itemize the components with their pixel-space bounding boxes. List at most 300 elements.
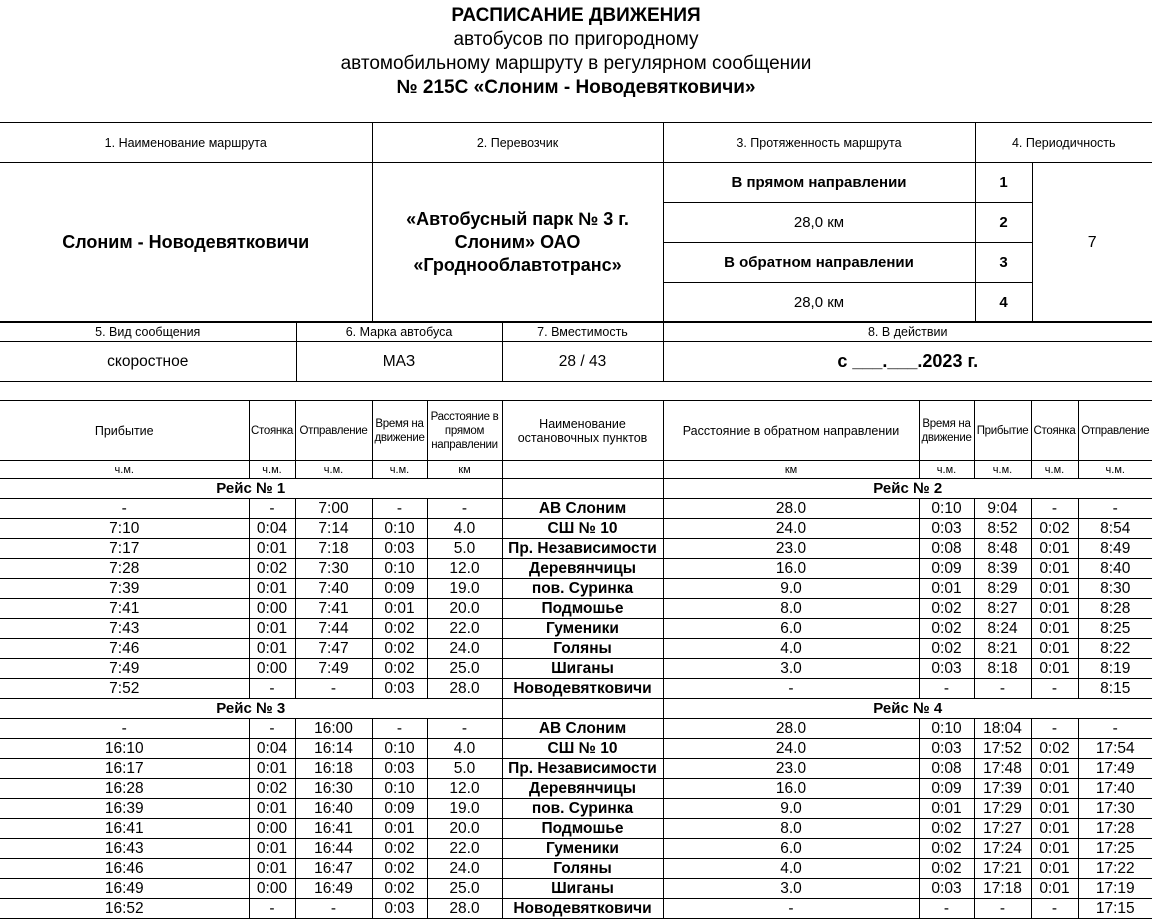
- back-stop-time-cell: -: [1031, 899, 1078, 919]
- back-arrival-cell: 8:48: [974, 539, 1031, 559]
- backward-distance-cell: 6.0: [663, 619, 919, 639]
- back-travel-time-cell: 0:03: [919, 659, 974, 679]
- back-arrival-cell: 8:21: [974, 639, 1031, 659]
- arrival-cell: 7:49: [0, 659, 249, 679]
- back-stop-time-cell: -: [1031, 499, 1078, 519]
- stop-name-cell: пов. Суринка: [502, 579, 663, 599]
- back-arrival-cell: 8:29: [974, 579, 1031, 599]
- back-travel-time-cell: -: [919, 679, 974, 699]
- departure-cell: 16:18: [295, 759, 372, 779]
- stop-name-cell: Подмошье: [502, 819, 663, 839]
- back-stop-time-cell: 0:01: [1031, 779, 1078, 799]
- trip-header-row: [0, 699, 1152, 719]
- route-number-title: № 215С «Слоним - Новодевятковичи»: [396, 77, 756, 98]
- back-arrival-cell: -: [974, 679, 1031, 699]
- backward-distance-cell: 6.0: [663, 839, 919, 859]
- forward-distance-cell: 28.0: [427, 679, 502, 699]
- table-row: [0, 839, 1152, 859]
- forward-distance-cell: 4.0: [427, 519, 502, 539]
- stop-name-cell: АВ Слоним: [502, 719, 663, 739]
- timetable: [0, 400, 1152, 919]
- periodicity-value: 7: [1032, 163, 1152, 323]
- validity-header: 8. В действии: [663, 322, 1152, 342]
- backward-distance-cell: 4.0: [663, 639, 919, 659]
- departure-cell: 16:30: [295, 779, 372, 799]
- backward-distance-cell: 28.0: [663, 719, 919, 739]
- back-departure-cell: -: [1078, 499, 1152, 519]
- back-arrival-cell: 17:24: [974, 839, 1031, 859]
- stop-name-cell: пов. Суринка: [502, 799, 663, 819]
- backward-distance-cell: -: [663, 899, 919, 919]
- back-stop-time-cell: 0:01: [1031, 619, 1078, 639]
- back-arrival-cell: 9:04: [974, 499, 1031, 519]
- route-length-header: 3. Протяженность маршрута: [663, 123, 975, 163]
- backward-distance-cell: 3.0: [663, 879, 919, 899]
- backward-distance-cell: 9.0: [663, 579, 919, 599]
- trip-header-spacer: [502, 699, 663, 719]
- back-travel-time-cell: 0:09: [919, 779, 974, 799]
- arrival-cell: 16:49: [0, 879, 249, 899]
- back-arrival-cell: 17:39: [974, 779, 1031, 799]
- travel-time-cell: 0:02: [372, 879, 427, 899]
- back-travel-time-cell: 0:03: [919, 739, 974, 759]
- document-title: РАСПИСАНИЕ ДВИЖЕНИЯ: [451, 5, 701, 26]
- back-departure-cell: 17:54: [1078, 739, 1152, 759]
- forward-distance-cell: 25.0: [427, 659, 502, 679]
- forward-distance-cell: 20.0: [427, 599, 502, 619]
- trip-header-row: [0, 479, 1152, 499]
- travel-time-cell: 0:01: [372, 599, 427, 619]
- departure-cell: -: [295, 679, 372, 699]
- unit-label: ч.м.: [1031, 461, 1078, 479]
- back-arrival-cell: 18:04: [974, 719, 1031, 739]
- back-stop-time-cell: 0:02: [1031, 739, 1078, 759]
- travel-time-cell: 0:10: [372, 519, 427, 539]
- back-stop-time-cell: -: [1031, 679, 1078, 699]
- back-travel-time-cell: 0:02: [919, 599, 974, 619]
- table-row: [0, 639, 1152, 659]
- back-travel-time-cell: 0:08: [919, 539, 974, 559]
- back-departure-cell: 8:19: [1078, 659, 1152, 679]
- backward-distance-cell: 24.0: [663, 519, 919, 539]
- back-departure-cell: 17:25: [1078, 839, 1152, 859]
- backward-distance-cell: 16.0: [663, 779, 919, 799]
- back-departure-cell: 17:15: [1078, 899, 1152, 919]
- arrival-cell: 7:10: [0, 519, 249, 539]
- stop-name-cell: Деревянчицы: [502, 779, 663, 799]
- route-header-table: [0, 122, 1152, 323]
- stop-time-cell: 0:01: [249, 759, 295, 779]
- departure-cell: 7:44: [295, 619, 372, 639]
- table-row: [0, 559, 1152, 579]
- back-departure-cell: 17:49: [1078, 759, 1152, 779]
- table-row: [0, 519, 1152, 539]
- stop-name-cell: Новодевятковичи: [502, 679, 663, 699]
- back-travel-time-cell: 0:10: [919, 499, 974, 519]
- back-travel-time-cell: 0:02: [919, 859, 974, 879]
- stop-time-cell: 0:02: [249, 559, 295, 579]
- arrival-cell: 16:41: [0, 819, 249, 839]
- table-row: [0, 619, 1152, 639]
- stop-name-cell: Пр. Независимости: [502, 539, 663, 559]
- back-travel-time-cell: 0:02: [919, 819, 974, 839]
- stop-time-cell: 0:01: [249, 839, 295, 859]
- unit-label: ч.м.: [295, 461, 372, 479]
- table-row: [0, 739, 1152, 759]
- stop-time-cell: 0:04: [249, 739, 295, 759]
- forward-distance-cell: 20.0: [427, 819, 502, 839]
- arrival-header: Прибытие: [0, 401, 249, 461]
- stop-name-cell: Голяны: [502, 639, 663, 659]
- back-departure-cell: 17:28: [1078, 819, 1152, 839]
- stop-name-cell: Новодевятковичи: [502, 899, 663, 919]
- table-row: [0, 899, 1152, 919]
- stop-name-cell: Шиганы: [502, 659, 663, 679]
- unit-label: ч.м.: [249, 461, 295, 479]
- arrival-cell: 16:10: [0, 739, 249, 759]
- travel-time-cell: 0:03: [372, 679, 427, 699]
- back-travel-time-cell: 0:02: [919, 639, 974, 659]
- travel-time-cell: -: [372, 499, 427, 519]
- bus-model-header: 6. Марка автобуса: [296, 322, 502, 342]
- travel-time-cell: 0:03: [372, 899, 427, 919]
- departure-cell: 16:44: [295, 839, 372, 859]
- row-number: 3: [975, 243, 1032, 283]
- forward-distance-header: Расстояние в прямом направлении: [427, 401, 502, 461]
- stop-name-cell: Голяны: [502, 859, 663, 879]
- stop-time-cell: 0:01: [249, 579, 295, 599]
- back-departure-cell: 8:40: [1078, 559, 1152, 579]
- trip-backward-label: Рейс № 2: [663, 479, 1152, 499]
- departure-cell: 7:30: [295, 559, 372, 579]
- back-departure-cell: 8:25: [1078, 619, 1152, 639]
- back-stop-time-cell: 0:02: [1031, 519, 1078, 539]
- back-stop-time-cell: -: [1031, 719, 1078, 739]
- departure-cell: 7:40: [295, 579, 372, 599]
- stop-name-cell: Деревянчицы: [502, 559, 663, 579]
- route-name-header: 1. Наименование маршрута: [0, 123, 372, 163]
- forward-distance-cell: 4.0: [427, 739, 502, 759]
- arrival-cell: 7:43: [0, 619, 249, 639]
- back-departure-cell: 8:49: [1078, 539, 1152, 559]
- backward-distance-cell: 9.0: [663, 799, 919, 819]
- arrival-cell: -: [0, 719, 249, 739]
- stop-name-cell: Гуменики: [502, 619, 663, 639]
- stop-name-cell: Пр. Независимости: [502, 759, 663, 779]
- back-departure-cell: 8:15: [1078, 679, 1152, 699]
- travel-time-cell: 0:02: [372, 659, 427, 679]
- back-stop-time-cell: 0:01: [1031, 659, 1078, 679]
- back-arrival-cell: 17:29: [974, 799, 1031, 819]
- travel-time-cell: 0:01: [372, 819, 427, 839]
- unit-label: ч.м.: [372, 461, 427, 479]
- departure-cell: 16:14: [295, 739, 372, 759]
- arrival-cell: 16:39: [0, 799, 249, 819]
- backward-distance-cell: 23.0: [663, 759, 919, 779]
- document-subtitle-line-1: автобусов по пригородному: [453, 29, 699, 50]
- travel-time-cell: 0:02: [372, 839, 427, 859]
- backward-distance-cell: 16.0: [663, 559, 919, 579]
- arrival-cell: 7:41: [0, 599, 249, 619]
- back-departure-cell: 17:30: [1078, 799, 1152, 819]
- trip-forward-label: Рейс № 3: [0, 699, 502, 719]
- back-stop-time-cell: 0:01: [1031, 819, 1078, 839]
- back-arrival-cell: 8:24: [974, 619, 1031, 639]
- departure-cell: 16:49: [295, 879, 372, 899]
- travel-time-cell: 0:02: [372, 859, 427, 879]
- back-stop-time-cell: 0:01: [1031, 839, 1078, 859]
- table-row: [0, 819, 1152, 839]
- forward-distance-cell: 5.0: [427, 759, 502, 779]
- table-row: [0, 879, 1152, 899]
- unit-label: ч.м.: [974, 461, 1031, 479]
- back-stop-time-cell: 0:01: [1031, 759, 1078, 779]
- forward-distance-cell: 22.0: [427, 839, 502, 859]
- travel-time-cell: -: [372, 719, 427, 739]
- forward-distance-cell: -: [427, 719, 502, 739]
- back-departure-cell: 8:22: [1078, 639, 1152, 659]
- stop-time-cell: -: [249, 499, 295, 519]
- stop-name-cell: Подмошье: [502, 599, 663, 619]
- back-departure-cell: 8:28: [1078, 599, 1152, 619]
- stop-time-cell: 0:04: [249, 519, 295, 539]
- travel-time-cell: 0:09: [372, 799, 427, 819]
- service-type: скоростное: [0, 342, 296, 382]
- backward-distance-cell: 24.0: [663, 739, 919, 759]
- forward-distance-cell: 12.0: [427, 779, 502, 799]
- back-departure-cell: 8:30: [1078, 579, 1152, 599]
- unit-label: ч.м.: [919, 461, 974, 479]
- unit-label: км: [427, 461, 502, 479]
- capacity: 28 / 43: [502, 342, 663, 382]
- stop-time-cell: -: [249, 679, 295, 699]
- table-row: [0, 679, 1152, 699]
- departure-cell: 7:41: [295, 599, 372, 619]
- trip-forward-label: Рейс № 1: [0, 479, 502, 499]
- table-row: [0, 659, 1152, 679]
- travel-time-cell: 0:02: [372, 639, 427, 659]
- back-arrival-cell: 8:18: [974, 659, 1031, 679]
- trip-backward-label: Рейс № 4: [663, 699, 1152, 719]
- table-row: [0, 759, 1152, 779]
- table-row: [0, 579, 1152, 599]
- backward-distance: 28,0 км: [663, 283, 975, 323]
- table-row: [0, 799, 1152, 819]
- service-info-table: [0, 321, 1152, 382]
- departure-cell: 7:49: [295, 659, 372, 679]
- travel-time-cell: 0:10: [372, 559, 427, 579]
- travel-time-header: Время на движение: [372, 401, 427, 461]
- backward-distance-header: Расстояние в обратном направлении: [663, 401, 919, 461]
- stop-time-cell: 0:01: [249, 859, 295, 879]
- stop-time-cell: 0:00: [249, 599, 295, 619]
- back-stop-time-cell: 0:01: [1031, 599, 1078, 619]
- departure-cell: 16:41: [295, 819, 372, 839]
- back-departure-cell: 17:40: [1078, 779, 1152, 799]
- stop-name-cell: СШ № 10: [502, 519, 663, 539]
- back-arrival-cell: 17:48: [974, 759, 1031, 779]
- unit-label: [502, 461, 663, 479]
- back-departure-header: Отправление: [1078, 401, 1152, 461]
- arrival-cell: 16:52: [0, 899, 249, 919]
- table-row: [0, 779, 1152, 799]
- forward-distance-cell: -: [427, 499, 502, 519]
- arrival-cell: 7:39: [0, 579, 249, 599]
- back-travel-time-header: Время на движение: [919, 401, 974, 461]
- back-travel-time-cell: 0:01: [919, 799, 974, 819]
- forward-direction-label: В прямом направлении: [663, 163, 975, 203]
- arrival-cell: 16:28: [0, 779, 249, 799]
- stop-time-cell: 0:00: [249, 659, 295, 679]
- arrival-cell: 7:28: [0, 559, 249, 579]
- unit-label: км: [663, 461, 919, 479]
- back-stop-time-header: Стоянка: [1031, 401, 1078, 461]
- backward-distance-cell: 4.0: [663, 859, 919, 879]
- unit-label: ч.м.: [1078, 461, 1152, 479]
- arrival-cell: 7:17: [0, 539, 249, 559]
- forward-distance-cell: 22.0: [427, 619, 502, 639]
- stop-time-cell: 0:01: [249, 539, 295, 559]
- forward-distance-cell: 19.0: [427, 799, 502, 819]
- back-arrival-cell: 17:52: [974, 739, 1031, 759]
- stop-name-header: Наименование остановочных пунктов: [502, 401, 663, 461]
- backward-direction-label: В обратном направлении: [663, 243, 975, 283]
- carrier-header: 2. Перевозчик: [372, 123, 663, 163]
- back-travel-time-cell: 0:03: [919, 519, 974, 539]
- back-travel-time-cell: 0:03: [919, 879, 974, 899]
- departure-header: Отправление: [295, 401, 372, 461]
- travel-time-cell: 0:10: [372, 779, 427, 799]
- back-travel-time-cell: -: [919, 899, 974, 919]
- back-departure-cell: 8:54: [1078, 519, 1152, 539]
- bus-model: МАЗ: [296, 342, 502, 382]
- travel-time-cell: 0:09: [372, 579, 427, 599]
- forward-distance-cell: 24.0: [427, 859, 502, 879]
- travel-time-cell: 0:03: [372, 759, 427, 779]
- back-stop-time-cell: 0:01: [1031, 559, 1078, 579]
- departure-cell: 7:00: [295, 499, 372, 519]
- table-row: [0, 719, 1152, 739]
- travel-time-cell: 0:02: [372, 619, 427, 639]
- forward-distance-cell: 28.0: [427, 899, 502, 919]
- document-subtitle-line-2: автомобильному маршруту в регулярном сообщении: [340, 53, 812, 74]
- service-type-header: 5. Вид сообщения: [0, 322, 296, 342]
- forward-distance-cell: 12.0: [427, 559, 502, 579]
- forward-distance-cell: 24.0: [427, 639, 502, 659]
- departure-cell: 16:40: [295, 799, 372, 819]
- forward-distance-cell: 5.0: [427, 539, 502, 559]
- stop-name-cell: СШ № 10: [502, 739, 663, 759]
- table-row: [0, 599, 1152, 619]
- trip-header-spacer: [502, 479, 663, 499]
- back-arrival-cell: 17:18: [974, 879, 1031, 899]
- row-number: 1: [975, 163, 1032, 203]
- backward-distance-cell: 28.0: [663, 499, 919, 519]
- route-name: Слоним - Новодевятковичи: [0, 163, 372, 323]
- table-row: [0, 499, 1152, 519]
- stop-time-cell: 0:00: [249, 819, 295, 839]
- unit-label: ч.м.: [0, 461, 249, 479]
- stop-time-cell: 0:01: [249, 799, 295, 819]
- departure-cell: -: [295, 899, 372, 919]
- departure-cell: 16:00: [295, 719, 372, 739]
- table-row: [0, 539, 1152, 559]
- back-arrival-header: Прибытие: [974, 401, 1031, 461]
- stop-time-header: Стоянка: [249, 401, 295, 461]
- back-stop-time-cell: 0:01: [1031, 579, 1078, 599]
- stop-name-cell: Шиганы: [502, 879, 663, 899]
- back-travel-time-cell: 0:02: [919, 619, 974, 639]
- arrival-cell: 16:46: [0, 859, 249, 879]
- stop-time-cell: -: [249, 899, 295, 919]
- backward-distance-cell: 23.0: [663, 539, 919, 559]
- row-number: 4: [975, 283, 1032, 323]
- back-arrival-cell: 8:52: [974, 519, 1031, 539]
- backward-distance-cell: -: [663, 679, 919, 699]
- departure-cell: 16:47: [295, 859, 372, 879]
- capacity-header: 7. Вместимость: [502, 322, 663, 342]
- back-stop-time-cell: 0:01: [1031, 799, 1078, 819]
- table-row: [0, 859, 1152, 879]
- stop-time-cell: 0:02: [249, 779, 295, 799]
- departure-cell: 7:47: [295, 639, 372, 659]
- backward-distance-cell: 3.0: [663, 659, 919, 679]
- back-arrival-cell: 17:27: [974, 819, 1031, 839]
- back-travel-time-cell: 0:02: [919, 839, 974, 859]
- back-travel-time-cell: 0:08: [919, 759, 974, 779]
- back-stop-time-cell: 0:01: [1031, 539, 1078, 559]
- back-travel-time-cell: 0:10: [919, 719, 974, 739]
- row-number: 2: [975, 203, 1032, 243]
- back-arrival-cell: -: [974, 899, 1031, 919]
- back-departure-cell: 17:19: [1078, 879, 1152, 899]
- forward-distance: 28,0 км: [663, 203, 975, 243]
- forward-distance-cell: 19.0: [427, 579, 502, 599]
- carrier-name: «Автобусный парк № 3 г. Слоним» ОАО «Гроднооблавтотранс»: [372, 163, 663, 323]
- back-travel-time-cell: 0:01: [919, 579, 974, 599]
- back-stop-time-cell: 0:01: [1031, 879, 1078, 899]
- back-departure-cell: 17:22: [1078, 859, 1152, 879]
- arrival-cell: 7:46: [0, 639, 249, 659]
- back-arrival-cell: 17:21: [974, 859, 1031, 879]
- stop-name-cell: Гуменики: [502, 839, 663, 859]
- arrival-cell: 16:43: [0, 839, 249, 859]
- back-stop-time-cell: 0:01: [1031, 859, 1078, 879]
- back-departure-cell: -: [1078, 719, 1152, 739]
- stop-time-cell: 0:01: [249, 639, 295, 659]
- forward-distance-cell: 25.0: [427, 879, 502, 899]
- arrival-cell: -: [0, 499, 249, 519]
- stop-time-cell: -: [249, 719, 295, 739]
- back-travel-time-cell: 0:09: [919, 559, 974, 579]
- travel-time-cell: 0:03: [372, 539, 427, 559]
- departure-cell: 7:14: [295, 519, 372, 539]
- stop-name-cell: АВ Слоним: [502, 499, 663, 519]
- arrival-cell: 7:52: [0, 679, 249, 699]
- arrival-cell: 16:17: [0, 759, 249, 779]
- departure-cell: 7:18: [295, 539, 372, 559]
- backward-distance-cell: 8.0: [663, 819, 919, 839]
- backward-distance-cell: 8.0: [663, 599, 919, 619]
- back-stop-time-cell: 0:01: [1031, 639, 1078, 659]
- travel-time-cell: 0:10: [372, 739, 427, 759]
- stop-time-cell: 0:01: [249, 619, 295, 639]
- back-arrival-cell: 8:39: [974, 559, 1031, 579]
- stop-time-cell: 0:00: [249, 879, 295, 899]
- back-arrival-cell: 8:27: [974, 599, 1031, 619]
- periodicity-header: 4. Периодичность: [975, 123, 1152, 163]
- validity-date: с ___.___.2023 г.: [663, 342, 1152, 382]
